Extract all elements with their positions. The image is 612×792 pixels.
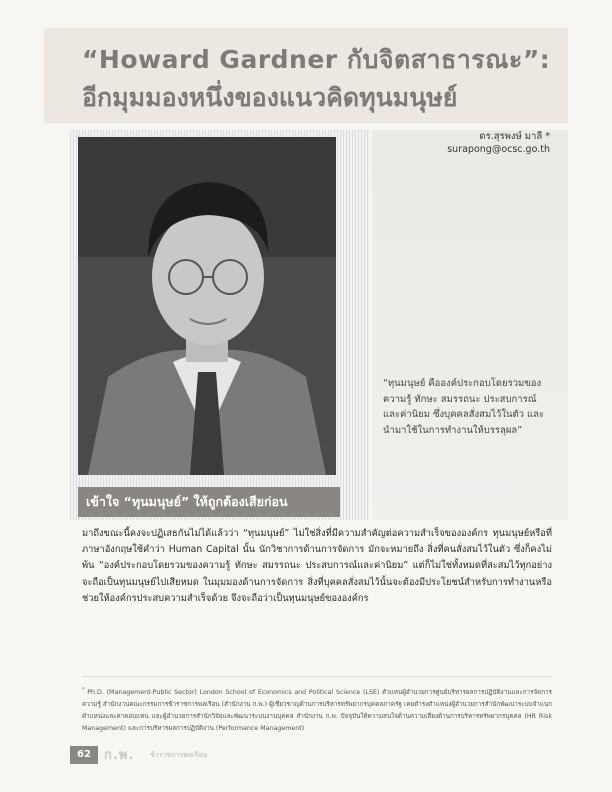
footnote-text: Ph.D. (Management-Public Sector) London School of Economics and Political Science (LSE) ตัวแทนผู้อำนวยการศูนย์บริหารผลการปฏิบัติงานและการจัดการความรู้ สำนักงานคณะกรรมการข้าราชการพลเรือน (สำนักงาน ก.พ.) ผู้เชี่ยวชาญด้านการบริหารทรัพยากรบุคคลภาครัฐ เคยดำรงตำแหน่งผู้อำนวยการสำนักพัฒนาระบบจำแนกตำแหน่งและค่าตอบแทน และผู้อำนวยการสำนักวิจัยและพัฒนาระบบงานบุคคล สำนักงาน ก.พ. ปัจจุบันให้ความสนใจด้านความเสี่ยงด้านการบริหารทรัพยากรบุคคล (HR Risk Management) และการบริหารผลการปฏิบัติงาน (Performance Management) bbox=[82, 689, 552, 733]
footer-brand: ก.พ. bbox=[104, 748, 135, 763]
article-body: มาถึงขณะนี้คงจะปฏิเสธกันไม่ได้แล้วว่า “ทุนมนุษย์” ไม่ใช่สิ่งที่มีความสำคัญต่อความสำเร็จขององค์กร ทุนมนุษย์หรือที่ภาษาอังกฤษใช้คำว่า Human Capital นั้น นักวิชาการด้านการจัดการ มักจะหมายถึง สิ่งที่คนสั่งสมไว้ในตัว ซึ่งก็คงไม่พ้น “องค์ประกอบโดยรวมของความรู้ ทักษะ สมรรถนะ ประสบการณ์และค่านิยม” แต่ก็ไม่ใช่ทั้งหมดที่สะสมไว้ทุกอย่างจะถือเป็นทุนมนุษย์ไปเสียหมด ในมุมมองด้านการจัดการ สิ่งที่บุคคลสั่งสมไว้นั้นจะต้องมีประโยชน์สำหรับการทำงานหรือช่วยให้องค์กรประสบความสำเร็จด้วย จึงจะถือว่าเป็นทุนมนุษย์ขององค์กร bbox=[82, 528, 552, 604]
photo-caption: เข้าใจ “ทุนมนุษย์” ให้ถูกต้องเสียก่อน bbox=[78, 487, 340, 517]
footnote-divider bbox=[82, 676, 552, 677]
author-email: surapong@ocsc.go.th bbox=[447, 144, 550, 155]
article-title-line2: อีกมุมมองหนึ่งของแนวคิดทุนมนุษย์ bbox=[82, 83, 458, 112]
footer-subtitle: ข้าราชการพลเรือน bbox=[150, 751, 208, 759]
portrait-photo bbox=[78, 137, 336, 475]
footnote-marker: * bbox=[82, 687, 85, 693]
side-panel bbox=[372, 130, 568, 520]
article-title-line1: “Howard Gardner กับจิตสาธารณะ”: bbox=[82, 45, 551, 74]
pull-quote: “ทุนมนุษย์ คือองค์ประกอบโดยรวมของความรู้ ทักษะ สมรรถนะ ประสบการณ์ และค่านิยม ซึ่งบุคคลสั่งสมไว้ในตัว และนำมาใช้ในการทำงานให้บรรลุผล” bbox=[383, 378, 545, 436]
page-number: 62 bbox=[70, 746, 98, 764]
author-name: ดร.สุรพงษ์ มาลี * bbox=[479, 131, 550, 142]
footnote bbox=[82, 684, 552, 735]
author-block bbox=[447, 130, 550, 156]
